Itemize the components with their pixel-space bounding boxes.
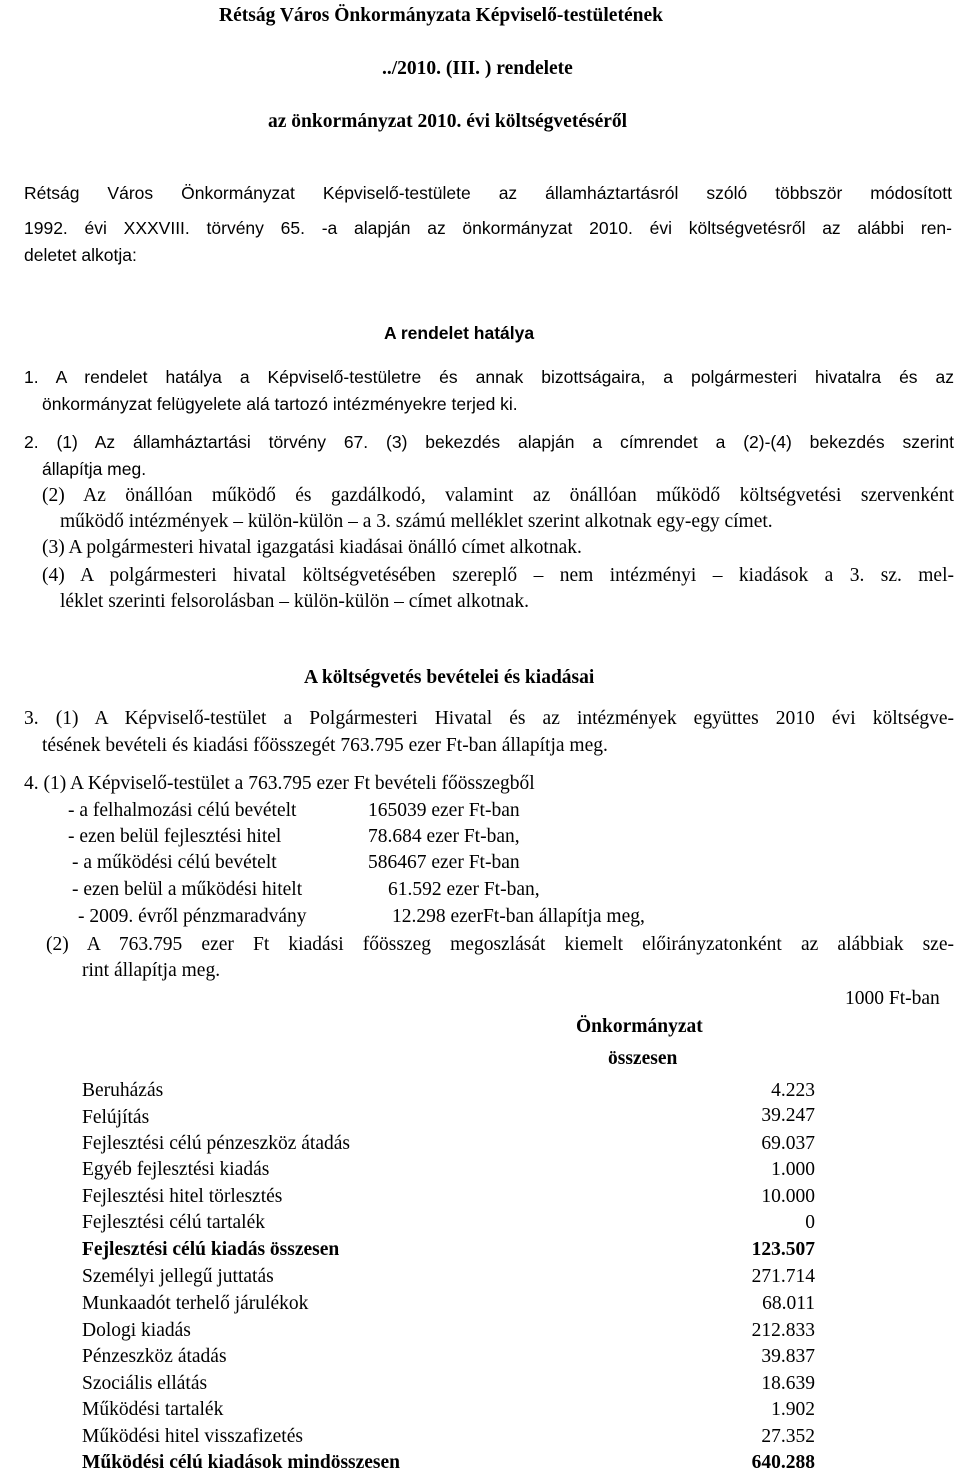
paragraph-2-4-line-2: léklet szerinti felsorolásban – külön-külön – címet alkotnak. (60, 591, 529, 612)
table-row-value: 123.507 (751, 1239, 815, 1260)
section-title-scope: A rendelet hatálya (384, 323, 535, 343)
table-row-label: Egyéb fejlesztési kiadás (82, 1159, 270, 1180)
table-row-label: Fejlesztési célú pénzeszköz átadás (82, 1133, 351, 1154)
revenue-label: - 2009. évről pénzmaradvány (78, 906, 307, 927)
header-decree-number: ../2010. (III. ) rendelete (382, 58, 573, 79)
table-row-label: Fejlesztési hitel törlesztés (82, 1186, 283, 1207)
table-row-value: 0 (805, 1212, 815, 1233)
revenue-label: - a felhalmozási célú bevételt (68, 800, 297, 821)
table-row-value: 1.000 (771, 1159, 815, 1180)
revenue-label: - ezen belül fejlesztési hitel (68, 826, 282, 847)
table-header-municipality: Önkormányzat (576, 1016, 703, 1037)
paragraph-2-3: (3) A polgármesteri hivatal igazgatási kiadásai önálló címet alkotnak. (42, 537, 582, 558)
revenue-value: 78.684 ezer Ft-ban, (368, 826, 520, 847)
table-row-value: 640.288 (751, 1452, 815, 1473)
revenue-label: - ezen belül a működési hitelt (72, 879, 303, 900)
table-row-label: Személyi jellegű juttatás (82, 1266, 274, 1287)
paragraph-2-line-2: állapítja meg. (42, 459, 147, 479)
table-row-label: Munkaadót terhelő járulékok (82, 1293, 309, 1314)
header-title: Rétság Város Önkormányzata Képviselő-testületének (219, 5, 663, 26)
section-title-budget: A költségvetés bevételei és kiadásai (304, 667, 595, 688)
table-row-label: Dologi kiadás (82, 1320, 191, 1341)
table-row-value: 68.011 (762, 1293, 815, 1314)
table-row-value: 69.037 (761, 1133, 815, 1154)
paragraph-3-line-2: tésének bevételi és kiadási főösszegét 763.795 ezer Ft-ban állapítja meg. (42, 735, 608, 756)
paragraph-3-line-1: 3. (1) A Képviselő-testület a Polgármesteri Hivatal és az intézmények együttes 2010 évi költségve- (24, 708, 954, 729)
table-row-label: Beruházás (82, 1080, 164, 1101)
table-header-total: összesen (608, 1048, 678, 1069)
paragraph-4-line-1: 4. (1) A Képviselő-testület a 763.795 ezer Ft bevételi főösszegből (24, 773, 535, 794)
revenue-value: 586467 ezer Ft-ban (368, 852, 520, 873)
revenue-label: - a működési célú bevételt (72, 852, 277, 873)
header-subject: az önkormányzat 2010. évi költségvetéséről (268, 111, 628, 132)
paragraph-1-line-1: 1. A rendelet hatálya a Képviselő-testületre és annak bizottságaira, a polgármesteri hivatalra és az (24, 367, 954, 387)
paragraph-2-4-line-1: (4) A polgármesteri hivatal költségvetésében szereplő – nem intézményi – kiadások a 3. sz. mel- (42, 565, 954, 586)
revenue-value: 165039 ezer Ft-ban (368, 800, 520, 821)
table-row-value: 271.714 (751, 1266, 815, 1287)
paragraph-2-2-line-1: (2) Az önállóan működő és gazdálkodó, valamint az önállóan működő költségvetési szervenként (42, 485, 954, 506)
table-row-value: 1.902 (771, 1399, 815, 1420)
table-row-label: Működési célú kiadások mindösszesen (82, 1452, 401, 1473)
table-row-value: 27.352 (761, 1426, 815, 1447)
table-unit: 1000 Ft-ban (845, 988, 940, 1009)
revenue-value: 12.298 ezerFt-ban állapítja meg, (392, 906, 645, 927)
table-row-label: Fejlesztési célú tartalék (82, 1212, 266, 1233)
paragraph-1-line-2: önkormányzat felügyelete alá tartozó intézményekre terjed ki. (42, 394, 518, 414)
table-row-label: Működési tartalék (82, 1399, 224, 1420)
table-row-value: 18.639 (761, 1373, 815, 1394)
table-row-value: 10.000 (761, 1186, 815, 1207)
revenue-value: 61.592 ezer Ft-ban, (388, 879, 540, 900)
table-row-label: Fejlesztési célú kiadás összesen (82, 1239, 340, 1260)
table-row-value: 39.247 (761, 1105, 815, 1126)
table-row-value: 4.223 (771, 1080, 815, 1101)
table-row-label: Felújítás (82, 1107, 150, 1128)
table-row-value: 212.833 (751, 1320, 815, 1341)
preamble-line-2: 1992. évi XXXVIII. törvény 65. -a alapján az önkormányzat 2010. évi költségvetésről az alábbi ren- (24, 218, 952, 238)
table-row-value: 39.837 (761, 1346, 815, 1367)
paragraph-4-2-line-2: rint állapítja meg. (82, 960, 221, 981)
table-row-label: Működési hitel visszafizetés (82, 1426, 303, 1447)
paragraph-2-line-1: 2. (1) Az államháztartási törvény 67. (3) bekezdés alapján a címrendet a (2)-(4) bekezdés szerint (24, 432, 954, 452)
preamble-line-3: deletet alkotja: (24, 245, 137, 265)
paragraph-4-2-line-1: (2) A 763.795 ezer Ft kiadási főösszeg megoszlását kiemelt előirányzatonként az alábbiak sze- (46, 934, 954, 955)
paragraph-2-2-line-2: működő intézmények – külön-külön – a 3. számú melléklet szerint alkotnak egy-egy címet. (60, 511, 773, 532)
table-row-label: Szociális ellátás (82, 1373, 208, 1394)
table-row-label: Pénzeszköz átadás (82, 1346, 227, 1367)
preamble-line-1: Rétság Város Önkormányzat Képviselő-testülete az államháztartásról szóló többször módosított (24, 183, 952, 203)
